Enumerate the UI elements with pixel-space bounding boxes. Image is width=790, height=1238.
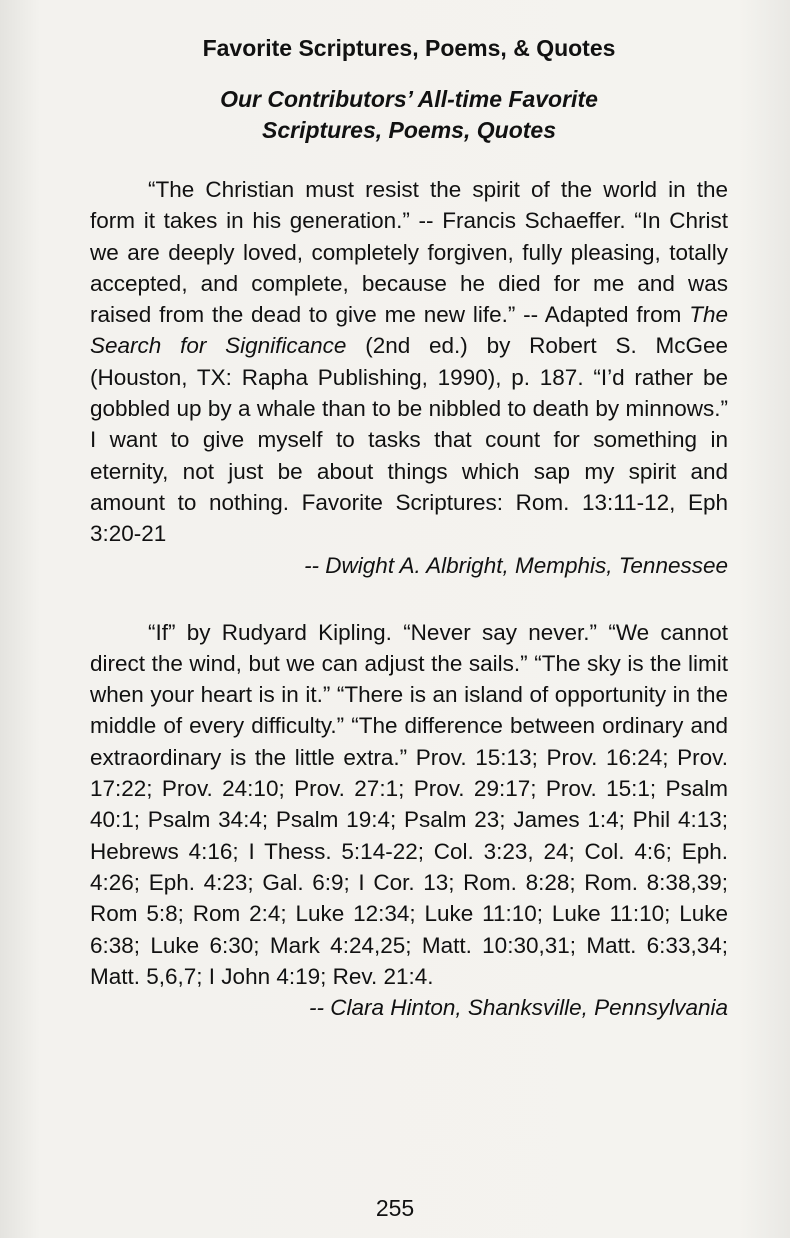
entry-attribution: -- Clara Hinton, Shanksville, Pennsylvania (309, 995, 728, 1021)
entry-attribution: -- Dwight A. Albright, Memphis, Tennessee (304, 552, 728, 578)
entry-text-part: (2nd ed.) by Robert S. McGee (Houston, TX: Rapha Publishing, 1990), p. 187. “I’d rather be gobbled up by a whale than to be nibbled to death by minnows.” I want to give myself to tasks that count for something in eternity, not just be about things which sap my spirit and amount to nothing. Favorite Scriptures: Rom. 13:11-12, Eph 3:20-21 (90, 333, 728, 547)
book-title: The Search for Significance (90, 302, 728, 359)
subtitle-line-1: Our Contributors’ All-time Favorite (220, 86, 598, 112)
subtitle-line-2: Scriptures, Poems, Quotes (262, 117, 556, 143)
entry-text-part: “The Christian must resist the spirit of the world in the form it takes in his generation.” -- Francis Schaeffer. “In Christ we are deeply loved, completely forgiven, fully pleasing, totally accepted, and complete, because he died for me and was raised from the dead to give me new life.” -- Adapted from (90, 177, 728, 328)
entry-text (90, 174, 728, 550)
entry-text: “If” by Rudyard Kipling. “Never say never.” “We cannot direct the wind, but we can adjust the sails.” “The sky is the limit when your heart is in it.” “There is an island of opportunity in the middle of every difficulty.” “The difference between ordinary and extraordinary is the little extra.” Prov. 15:13; Prov. 16:24; Prov. 17:22; Prov. 24:10; Prov. 27:1; Prov. 29:17; Prov. 15:1; Psalm 40:1; Psalm 34:4; Psalm 19:4; Psalm 23; James 1:4; Phil 4:13; Hebrews 4:16; I Thess. 5:14-22; Col. 3:23, 24; Col. 4:6; Eph. 4:26; Eph. 4:23; Gal. 6:9; I Cor. 13; Rom. 8:28; Rom. 8:38,39; Rom 5:8; Rom 2:4; Luke 12:34; Luke 11:10; Luke 11:10; Luke 6:38; Luke 6:30; Mark 4:24,25; Matt. 10:30,31; Matt. 6:33,34; Matt. 5,6,7; I John 4:19; Rev. 21:4. (90, 619, 728, 989)
page-number: 255 (375, 1195, 415, 1221)
contributor-entry (90, 174, 728, 581)
section-subtitle (90, 84, 728, 146)
running-head: Favorite Scriptures, Poems, & Quotes (202, 35, 616, 61)
contributor-entry (90, 617, 728, 1024)
